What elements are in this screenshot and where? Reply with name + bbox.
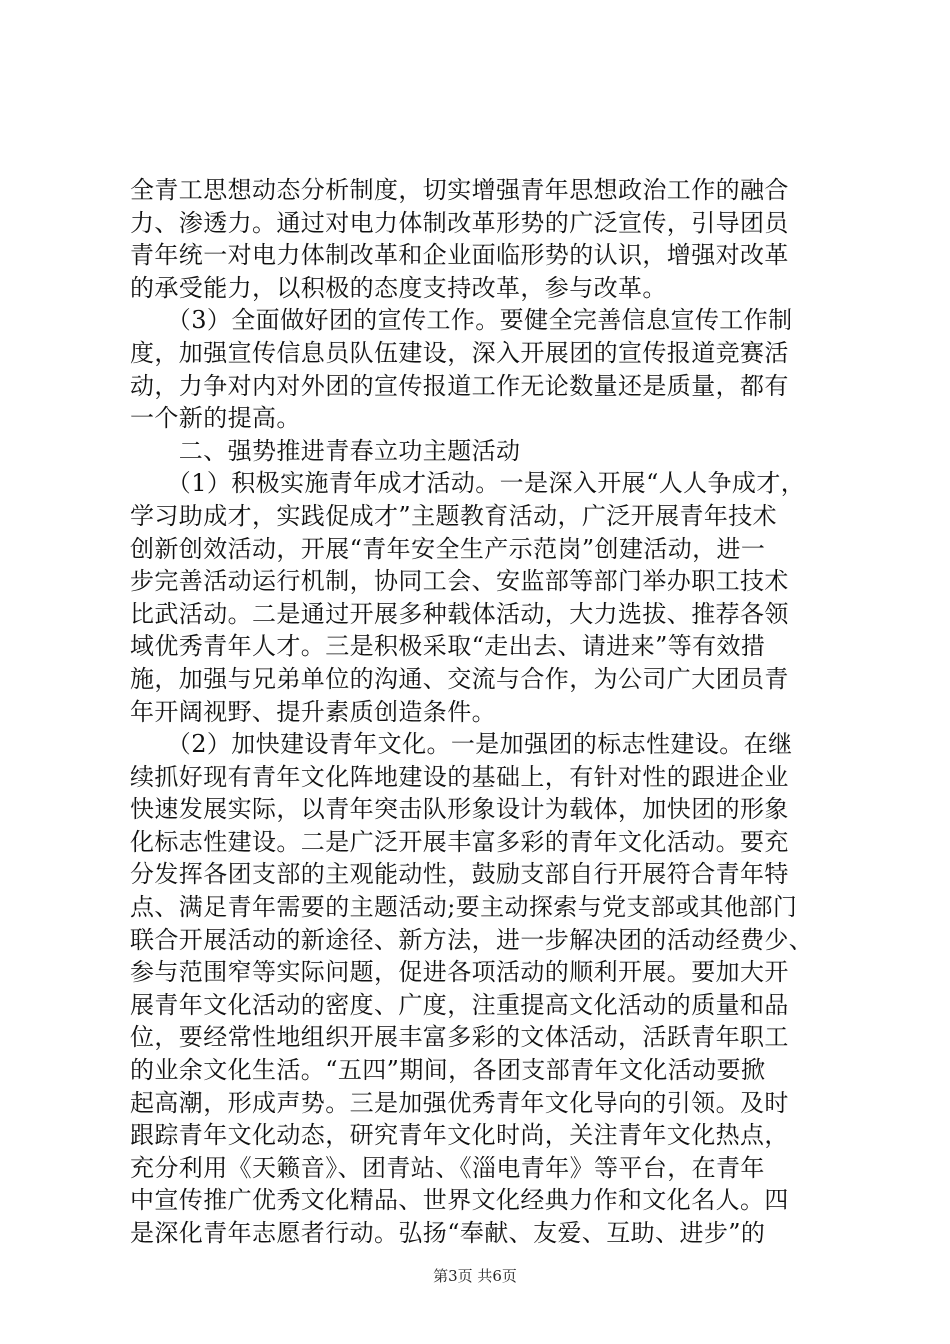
text-line: 一个新的提高。	[130, 404, 301, 433]
text-line: 动，力争对内对外团的宣传报道工作无论数量还是质量，都有	[130, 371, 789, 400]
text-line: 起高潮，形成声势。三是加强优秀青年文化导向的引领。及时	[130, 1088, 789, 1117]
text-line: 快速发展实际，以青年突击队形象设计为载体，加快团的形象	[130, 795, 789, 824]
text-line: 的业余文化生活。“五四”期间，各团支部青年文化活动要掀	[130, 1056, 766, 1085]
text-line: （3）全面做好团的宣传工作。要健全完善信息宣传工作制	[130, 306, 793, 335]
text-line: 学习助成才，实践促成才”主题教育活动，广泛开展青年技术	[130, 501, 778, 530]
text-line: （2）加快建设青年文化。一是加强团的标志性建设。在继	[130, 730, 793, 759]
text-line: 化标志性建设。二是广泛开展丰富多彩的青年文化活动。要充	[130, 827, 789, 856]
text-line: 域优秀青年人才。三是积极采取“走出去、请进来”等有效措	[130, 632, 766, 661]
text-line: 充分利用《天籁音》、团青站、《淄电青年》等平台，在青年	[130, 1153, 765, 1182]
text-line: 的承受能力，以积极的态度支持改革，参与改革。	[130, 273, 667, 302]
text-line: （1）积极实施青年成才活动。一是深入开展“人人争成才，	[130, 469, 806, 498]
text-line: 施，加强与兄弟单位的沟通、交流与合作，为公司广大团员青	[130, 664, 789, 693]
document-body	[130, 174, 830, 1250]
text-line: 是深化青年志愿者行动。弘扬“奉献、友爱、互助、进步”的	[130, 1219, 766, 1247]
text-line: 比武活动。二是通过开展多种载体活动，大力选拔、推荐各领	[130, 599, 789, 628]
section-heading: 二、强势推进青春立功主题活动	[130, 436, 521, 465]
text-line: 全青工思想动态分析制度，切实增强青年思想政治工作的融合	[130, 176, 789, 204]
text-line: 青年统一对电力体制改革和企业面临形势的认识，增强对改革	[130, 241, 789, 270]
text-line: 展青年文化活动的密度、广度，注重提高文化活动的质量和品	[130, 990, 789, 1019]
text-line: 力、渗透力。通过对电力体制改革形势的广泛宣传，引导团员	[130, 208, 789, 237]
text-line: 位，要经常性地组织开展丰富多彩的文体活动，活跃青年职工	[130, 1023, 789, 1052]
text-line: 年开阔视野、提升素质创造条件。	[130, 697, 496, 726]
text-line: 联合开展活动的新途径、新方法，进一步解决团的活动经费少、	[130, 925, 814, 954]
text-line: 参与范围窄等实际问题，促进各项活动的顺利开展。要加大开	[130, 958, 789, 987]
text-line: 跟踪青年文化动态，研究青年文化时尚，关注青年文化热点，	[130, 1121, 789, 1150]
text-line: 点、满足青年需要的主题活动;要主动探索与党支部或其他部门	[130, 893, 798, 922]
text-line: 创新创效活动，开展“青年安全生产示范岗”创建活动，进一	[130, 534, 766, 563]
text-line: 中宣传推广优秀文化精品、世界文化经典力作和文化名人。四	[130, 1186, 789, 1215]
text-line: 步完善活动运行机制，协同工会、安监部等部门举办职工技术	[130, 567, 789, 596]
text-line: 续抓好现有青年文化阵地建设的基础上，有针对性的跟进企业	[130, 762, 789, 791]
text-line: 度，加强宣传信息员队伍建设，深入开展团的宣传报道竞赛活	[130, 338, 789, 367]
page-number-footer: 第3页 共6页	[433, 1267, 517, 1285]
text-line: 分发挥各团支部的主观能动性，鼓励支部自行开展符合青年特	[130, 860, 789, 889]
